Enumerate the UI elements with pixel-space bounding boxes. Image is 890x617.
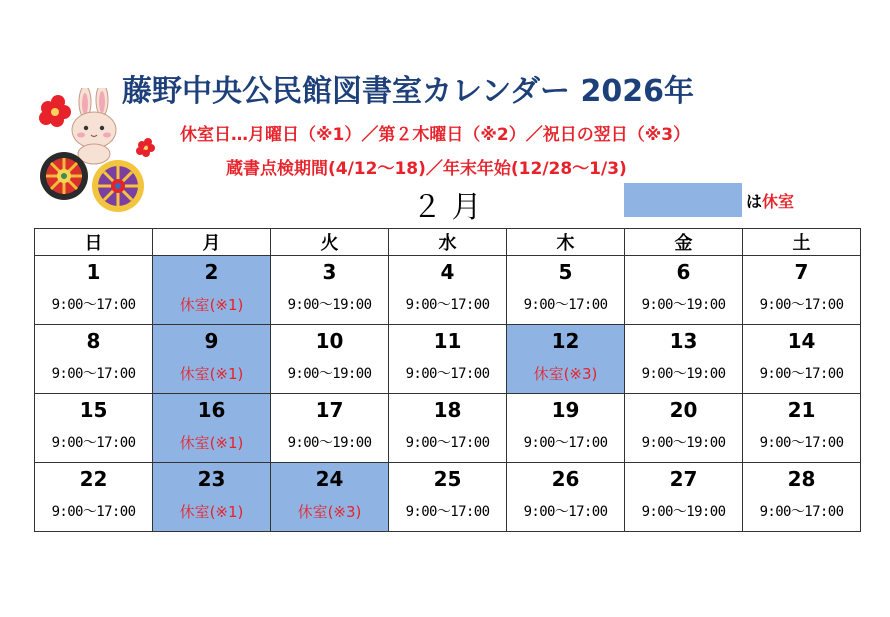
day-hours: 9:00～17:00	[759, 435, 844, 451]
day-hours: 9:00～17:00	[523, 297, 608, 313]
day-hours: 9:00～19:00	[641, 366, 726, 382]
day-cell	[271, 256, 389, 325]
week-row	[35, 256, 861, 325]
day-number: 22	[79, 467, 108, 491]
day-cell	[271, 463, 389, 532]
day-hours: 9:00～19:00	[641, 504, 726, 520]
day-hours: 休室(※3)	[297, 503, 362, 521]
legend-swatch	[624, 183, 742, 217]
day-cell	[743, 463, 861, 532]
weekday-header-row	[35, 229, 861, 256]
day-hours: 9:00～19:00	[287, 435, 372, 451]
day-cell	[507, 325, 625, 394]
day-cell	[389, 256, 507, 325]
day-number: 28	[787, 467, 816, 491]
day-number: 11	[433, 329, 462, 353]
day-cell	[35, 394, 153, 463]
calendar-table	[34, 228, 861, 532]
day-cell	[389, 463, 507, 532]
day-hours: 9:00～19:00	[287, 366, 372, 382]
day-number: 8	[86, 329, 101, 353]
legend-prefix: は	[746, 192, 763, 211]
day-cell	[153, 256, 271, 325]
day-number: 9	[204, 329, 219, 353]
temari-ball-purple-icon	[92, 160, 144, 212]
day-hours: 9:00～17:00	[405, 297, 490, 313]
day-cell	[507, 463, 625, 532]
plum-blossom-icon	[39, 95, 71, 127]
day-cell	[389, 325, 507, 394]
week-row	[35, 463, 861, 532]
day-cell	[389, 394, 507, 463]
plum-blossom-small-icon	[136, 138, 155, 157]
day-number: 16	[197, 398, 226, 422]
day-hours: 9:00～19:00	[287, 297, 372, 313]
day-number: 20	[669, 398, 698, 422]
weekday-tue: 火	[271, 229, 389, 256]
day-number: 18	[433, 398, 462, 422]
legend-closed-word: 休室	[762, 192, 795, 211]
day-number: 4	[440, 260, 455, 284]
day-cell	[625, 256, 743, 325]
weekday-fri: 金	[625, 229, 743, 256]
day-number: 27	[669, 467, 698, 491]
weekday-thu: 木	[507, 229, 625, 256]
day-number: 23	[197, 467, 226, 491]
inventory-period-rule: 蔵書点検期間(4/12～18)／年末年始(12/28～1/3)	[226, 159, 627, 179]
day-number: 25	[433, 467, 462, 491]
day-cell	[743, 256, 861, 325]
day-cell	[743, 394, 861, 463]
day-hours: 9:00～17:00	[51, 366, 136, 382]
day-hours: 9:00～17:00	[405, 504, 490, 520]
day-number: 5	[558, 260, 573, 284]
week-row	[35, 325, 861, 394]
weekday-sun: 日	[35, 229, 153, 256]
day-hours: 9:00～17:00	[759, 366, 844, 382]
day-cell	[625, 463, 743, 532]
closed-days-rule: 休室日…月曜日（※1）／第２木曜日（※2）／祝日の翌日（※3）	[180, 125, 691, 145]
day-cell	[507, 394, 625, 463]
day-hours: 9:00～17:00	[405, 366, 490, 382]
day-number: 21	[787, 398, 816, 422]
day-cell	[35, 256, 153, 325]
day-hours: 休室(※1)	[179, 434, 244, 452]
week-row	[35, 394, 861, 463]
day-cell	[271, 325, 389, 394]
day-cell	[625, 394, 743, 463]
legend-text	[746, 189, 794, 212]
weekday-mon: 月	[153, 229, 271, 256]
day-hours: 9:00～17:00	[759, 504, 844, 520]
day-number: 15	[79, 398, 108, 422]
day-hours: 9:00～19:00	[641, 297, 726, 313]
day-cell	[507, 256, 625, 325]
day-number: 10	[315, 329, 344, 353]
day-number: 13	[669, 329, 698, 353]
weekday-wed: 水	[389, 229, 507, 256]
day-hours: 休室(※1)	[179, 503, 244, 521]
day-hours: 9:00～17:00	[523, 435, 608, 451]
day-cell	[625, 325, 743, 394]
day-hours: 9:00～17:00	[405, 435, 490, 451]
day-number: 1	[86, 260, 101, 284]
day-cell	[35, 325, 153, 394]
day-cell	[153, 325, 271, 394]
day-hours: 9:00～17:00	[759, 297, 844, 313]
day-cell	[153, 394, 271, 463]
day-cell	[743, 325, 861, 394]
day-number: 3	[322, 260, 337, 284]
day-hours: 9:00～17:00	[523, 504, 608, 520]
day-hours: 9:00～17:00	[51, 297, 136, 313]
temari-ball-red-icon	[40, 152, 88, 200]
day-number: 17	[315, 398, 344, 422]
page-title: 藤野中央公民館図書室カレンダー 2026年	[122, 74, 694, 109]
day-number: 19	[551, 398, 580, 422]
day-hours: 9:00～17:00	[51, 435, 136, 451]
day-number: 6	[676, 260, 691, 284]
day-cell	[35, 463, 153, 532]
day-number: 26	[551, 467, 580, 491]
day-hours: 休室(※1)	[179, 296, 244, 314]
day-number: 12	[551, 329, 580, 353]
day-number: 7	[794, 260, 809, 284]
day-number: 14	[787, 329, 816, 353]
day-number: 2	[204, 260, 219, 284]
day-cell	[153, 463, 271, 532]
day-hours: 休室(※3)	[533, 365, 598, 383]
weekday-sat: 土	[743, 229, 861, 256]
day-hours: 休室(※1)	[179, 365, 244, 383]
day-hours: 9:00～17:00	[51, 504, 136, 520]
month-label: ２ 月	[412, 190, 482, 225]
day-number: 24	[315, 467, 344, 491]
day-cell	[271, 394, 389, 463]
day-hours: 9:00～19:00	[641, 435, 726, 451]
